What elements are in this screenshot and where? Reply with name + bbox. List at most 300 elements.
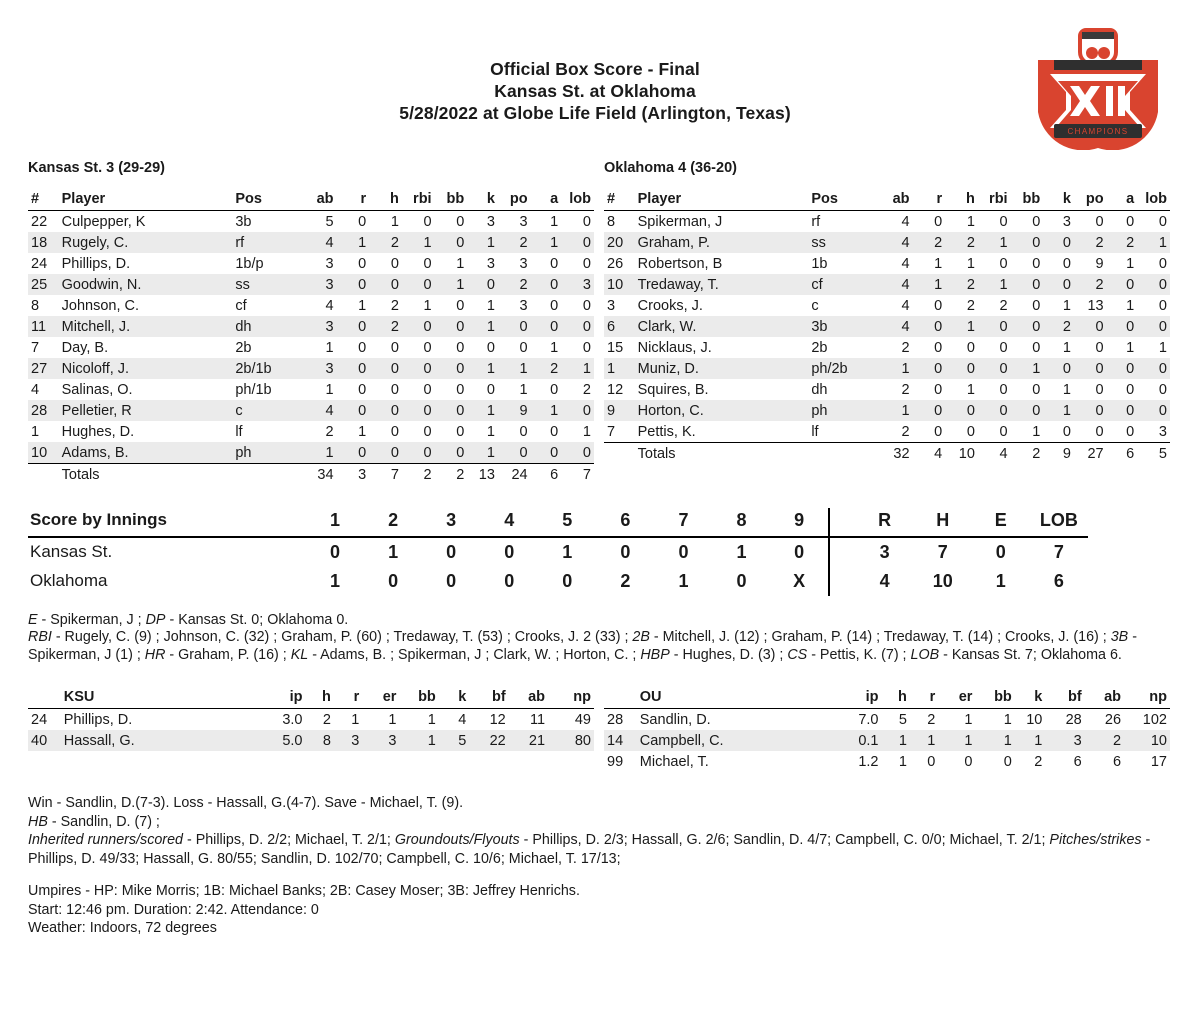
away-team-heading: Kansas St. 3 (29-29) <box>28 160 166 176</box>
cell-rbi: 0 <box>978 400 1011 421</box>
notes-stat-label: 2B <box>632 629 650 645</box>
cell-r: 2 <box>927 711 936 728</box>
table-header-row <box>28 190 594 211</box>
notes-stat-label: HR <box>144 646 166 663</box>
cell-a: 0 <box>1126 381 1135 398</box>
footer-stat-text: - Phillips, D. 2/2; Michael, T. 2/1; <box>182 832 395 848</box>
cell-rbi: 0 <box>402 358 435 379</box>
cell-np: 49 <box>574 711 591 728</box>
cell-player: Hughes, D. <box>61 423 135 440</box>
batting-section <box>0 160 1200 486</box>
cell-a: 0 <box>1107 400 1138 421</box>
cell-ab: 3 <box>302 274 337 295</box>
cell-po: 9 <box>1095 255 1104 272</box>
cell-ab: 6 <box>1112 753 1122 770</box>
home-pitching-table <box>604 688 1170 772</box>
cell-h: 0 <box>966 423 975 440</box>
cell-player: Nicklaus, J. <box>637 339 712 356</box>
cell-r: 0 <box>913 358 946 379</box>
notes-stat-label: LOB <box>910 646 940 663</box>
cell-pos: rf <box>811 213 821 230</box>
notes-stat-label: CS <box>787 646 808 663</box>
cell-a: 0 <box>1107 316 1138 337</box>
totals-row <box>604 443 1170 465</box>
cell-player: Pelletier, R <box>59 400 233 421</box>
cell-r: 0 <box>934 381 943 398</box>
cell-h: 2 <box>966 297 975 314</box>
cell-a: 1 <box>531 400 562 421</box>
col-header-bf: bf <box>469 688 508 709</box>
cell-lob: 0 <box>582 297 591 314</box>
linescore-team-name: Oklahoma <box>30 571 108 590</box>
linescore-table <box>28 508 1088 596</box>
cell-total-bb: 2 <box>1011 443 1044 465</box>
linescore-header-row <box>28 508 1088 537</box>
cell-pos: dh <box>232 316 301 337</box>
col-header-np: np <box>1124 688 1170 709</box>
cell-a: 0 <box>1107 358 1138 379</box>
cell-total-r: 3 <box>337 464 370 486</box>
cell-rbi: 0 <box>999 339 1008 356</box>
col-header-rbi: rbi <box>978 190 1011 211</box>
cell-h: 2 <box>322 711 331 728</box>
cell-player: Tredaway, T. <box>635 274 809 295</box>
col-header-number <box>28 688 61 709</box>
cell-lob: 3 <box>1158 423 1167 440</box>
table-row <box>28 709 594 731</box>
cell-rbi: 0 <box>402 400 435 421</box>
cell-k: 1 <box>467 400 498 421</box>
linescore-inning-header-3: 3 <box>422 508 480 537</box>
cell-k: 0 <box>1062 423 1071 440</box>
col-header-pos: Pos <box>808 190 877 211</box>
cell-number: 8 <box>607 213 616 230</box>
cell-bb: 0 <box>1011 232 1044 253</box>
page-header <box>0 0 1200 160</box>
cell-er: 3 <box>362 730 399 751</box>
linescore-inning-6: 0 <box>620 541 631 562</box>
misc-stats-paragraph <box>28 831 1172 868</box>
cell-number: 24 <box>31 255 48 272</box>
cell-pos: 3b <box>808 316 877 337</box>
linescore-inning-7: 0 <box>678 541 689 562</box>
weather-line: Weather: Indoors, 72 degrees <box>28 920 217 936</box>
col-header-er: er <box>938 688 975 709</box>
cell-pos: 2b <box>811 339 828 356</box>
cell-k: 1 <box>467 442 498 464</box>
cell-k: 3 <box>486 213 495 230</box>
col-header-a: a <box>531 190 562 211</box>
cell-total-h: 10 <box>945 443 978 465</box>
cell-ab: 3 <box>302 358 337 379</box>
cell-ab: 2 <box>1085 730 1124 751</box>
cell-po: 0 <box>1095 423 1104 440</box>
cell-player: Johnson, C. <box>61 297 140 314</box>
linescore-inning-header-4: 4 <box>480 508 538 537</box>
totals-row <box>28 464 594 486</box>
cell-h: 0 <box>369 274 402 295</box>
cell-rbi: 0 <box>402 274 435 295</box>
table-row <box>28 211 594 233</box>
cell-r: 0 <box>358 213 367 230</box>
col-header-k: k <box>1043 190 1074 211</box>
notes-stat-text: - Adams, B. ; Spikerman, J ; Clark, W. ; Horton, C. ; <box>308 646 641 663</box>
linescore-inning-header-5: 5 <box>538 508 596 537</box>
col-header-h: h <box>306 688 334 709</box>
cell-number: 18 <box>28 232 59 253</box>
cell-np: 102 <box>1142 711 1167 728</box>
linescore-inning-header-1: 1 <box>306 508 364 537</box>
cell-total-k: 9 <box>1043 443 1074 465</box>
linescore-hits: 7 <box>937 541 948 562</box>
cell-rbi: 0 <box>423 339 432 356</box>
table-row <box>604 379 1170 400</box>
cell-lob: 1 <box>582 423 591 440</box>
cell-ab: 3 <box>325 255 334 272</box>
cell-r: 0 <box>337 316 370 337</box>
decision-line: Win - Sandlin, D.(7-3). Loss - Hassall, G.(4-7). Save - Michael, T. (9). <box>28 795 464 811</box>
cell-po: 3 <box>519 297 528 314</box>
notes-e-label: E <box>28 611 38 628</box>
linescore-hits: 10 <box>932 570 953 591</box>
cell-lob: 0 <box>561 316 594 337</box>
cell-total-ab: 32 <box>878 443 913 465</box>
cell-po: 2 <box>498 232 531 253</box>
footer-stat-text: - Phillips, D. 49/33; Hassall, G. 80/55; Sandlin, D. 102/70; Campbell, C. 10/6; Michael, T. 17/13; <box>28 832 1151 867</box>
cell-player: Mitchell, J. <box>59 316 233 337</box>
notes-stat-label: KL <box>290 646 309 663</box>
cell-total-lob: 5 <box>1137 443 1170 465</box>
cell-lob: 0 <box>1137 316 1170 337</box>
cell-rbi: 0 <box>999 213 1008 230</box>
cell-ab: 4 <box>901 213 910 230</box>
col-header-ab: ab <box>509 688 548 709</box>
cell-lob: 0 <box>582 339 591 356</box>
col-header-lob: lob <box>561 190 594 211</box>
cell-a: 0 <box>1107 274 1138 295</box>
cell-bb: 0 <box>435 316 468 337</box>
linescore-inning-9: 0 <box>794 541 805 562</box>
cell-ip: 3.0 <box>282 711 303 728</box>
cell-player: Muniz, D. <box>635 358 809 379</box>
table-row <box>28 295 594 316</box>
cell-pos <box>232 464 301 486</box>
col-header-ip: ip <box>257 688 305 709</box>
col-header-ab: ab <box>302 190 337 211</box>
table-row <box>604 295 1170 316</box>
cell-ab: 4 <box>878 274 913 295</box>
pitching-section <box>0 664 1200 772</box>
cell-bb: 0 <box>435 232 468 253</box>
notes-stat-text: - Hughes, D. (3) ; <box>669 646 788 663</box>
umpires-line: Umpires - HP: Mike Morris; 1B: Michael Banks; 2B: Casey Moser; 3B: Jeffrey Henrichs. <box>28 883 580 899</box>
col-header-player: Player <box>59 190 233 211</box>
cell-k: 5 <box>439 730 470 751</box>
cell-pos: ph/2b <box>808 358 877 379</box>
cell-bb: 1 <box>1032 423 1041 440</box>
cell-rbi: 0 <box>423 255 432 272</box>
cell-bb: 0 <box>435 400 468 421</box>
footer-stat-text: - Phillips, D. 2/3; Hassall, G. 2/6; Sandlin, D. 4/7; Campbell, C. 0/0; Michael, T. 2/1; <box>519 832 1050 848</box>
linescore-inning-1: 1 <box>329 570 340 591</box>
cell-po: 0 <box>519 423 528 440</box>
cell-h: 2 <box>945 232 978 253</box>
col-header-h: h <box>945 190 978 211</box>
cell-ab: 4 <box>878 316 913 337</box>
cell-rbi: 1 <box>423 297 432 314</box>
cell-po: 0 <box>519 339 528 356</box>
cell-k: 1 <box>1062 339 1071 356</box>
cell-r: 0 <box>337 274 370 295</box>
cell-bb: 1 <box>1003 711 1012 728</box>
notes-paragraph <box>28 629 1162 664</box>
cell-total-rbi: 4 <box>978 443 1011 465</box>
col-header-lob: lob <box>1137 190 1170 211</box>
col-header-r: r <box>910 688 938 709</box>
cell-k: 2 <box>1043 316 1074 337</box>
table-row <box>28 274 594 295</box>
big12-championship-logo-icon <box>1024 26 1172 150</box>
col-header-po: po <box>498 190 531 211</box>
linescore-inning-2: 0 <box>388 570 399 591</box>
col-header-team: KSU <box>61 688 258 709</box>
linescore-inning-8: 0 <box>736 570 747 591</box>
svg-text:CHAMPIONS: CHAMPIONS <box>1067 127 1129 136</box>
cell-lob: 1 <box>561 358 594 379</box>
cell-k: 1 <box>467 316 498 337</box>
cell-total-bb: 2 <box>435 464 468 486</box>
cell-rbi: 0 <box>978 316 1011 337</box>
cell-ab: 1 <box>325 339 334 356</box>
footer-stat-label: Groundouts/Flyouts <box>394 832 520 848</box>
cell-k: 1 <box>1062 381 1071 398</box>
notes-stat-text: - Pettis, K. (7) ; <box>807 646 911 663</box>
col-header-r: r <box>337 190 370 211</box>
cell-pos: cf <box>808 274 877 295</box>
linescore-inning-6: 2 <box>620 570 631 591</box>
cell-k: 1 <box>467 232 498 253</box>
cell-bb: 1 <box>456 255 465 272</box>
cell-r: 0 <box>913 400 946 421</box>
cell-ab: 4 <box>878 232 913 253</box>
cell-total-a: 6 <box>531 464 562 486</box>
linescore-lob: 6 <box>1053 570 1064 591</box>
cell-er: 1 <box>938 730 975 751</box>
cell-pos: lf <box>235 423 243 440</box>
table-row <box>28 442 594 464</box>
cell-k: 1 <box>467 358 498 379</box>
linescore-inning-3: 0 <box>446 541 457 562</box>
cell-pos: ss <box>808 232 877 253</box>
cell-k: 0 <box>1043 274 1074 295</box>
table-row <box>604 232 1170 253</box>
cell-lob: 0 <box>1137 274 1170 295</box>
notes-stat-label: RBI <box>28 629 52 645</box>
cell-total-h: 7 <box>369 464 402 486</box>
notes-stat-label: HBP <box>640 646 670 663</box>
cell-a: 0 <box>550 423 559 440</box>
col-header-bf: bf <box>1045 688 1084 709</box>
cell-lob: 0 <box>561 232 594 253</box>
cell-bf: 22 <box>469 730 508 751</box>
cell-h: 0 <box>390 339 399 356</box>
cell-r: 1 <box>351 711 360 728</box>
cell-number: 4 <box>31 381 40 398</box>
cell-ab: 2 <box>901 381 910 398</box>
notes-stat-text: - Rugely, C. (9) ; Johnson, C. (32) ; Graham, P. (60) ; Tredaway, T. (53) ; Crooks, J. 2 (33) ; <box>51 629 633 645</box>
cell-rbi: 0 <box>978 358 1011 379</box>
cell-number: 22 <box>31 213 48 230</box>
cell-a: 0 <box>550 297 559 314</box>
linescore-divider <box>829 567 856 596</box>
cell-po: 0 <box>1095 213 1104 230</box>
cell-pitcher: Phillips, D. <box>63 711 133 728</box>
cell-rbi: 0 <box>402 442 435 464</box>
cell-total-lob: 7 <box>561 464 594 486</box>
cell-a: 0 <box>1126 213 1135 230</box>
linescore-inning-8: 1 <box>736 541 747 562</box>
table-row <box>604 253 1170 274</box>
cell-np: 17 <box>1150 753 1167 770</box>
notes-errors-dp-line <box>28 612 1162 630</box>
cell-player: Pettis, K. <box>637 423 696 440</box>
cell-po: 2 <box>1074 274 1107 295</box>
cell-number: 15 <box>607 339 624 356</box>
col-header-er: er <box>362 688 399 709</box>
table-row <box>604 709 1170 731</box>
linescore-inning-header-6: 6 <box>596 508 654 537</box>
cell-h: 2 <box>390 297 399 314</box>
linescore-inning-4: 0 <box>504 541 515 562</box>
linescore-title: Score by Innings <box>28 508 306 537</box>
cell-po: 0 <box>1095 339 1104 356</box>
notes-stat-text: - Spikerman, J (1) ; <box>28 629 1137 663</box>
home-batting-table <box>604 190 1170 465</box>
linescore-lob: 7 <box>1053 541 1064 562</box>
cell-r: 2 <box>913 232 946 253</box>
cell-pos: 3b <box>235 213 252 230</box>
table-row <box>604 316 1170 337</box>
linescore-divider <box>829 537 856 567</box>
cell-pos: ph <box>808 400 877 421</box>
cell-player: Rugely, C. <box>59 232 233 253</box>
cell-a: 1 <box>550 339 559 356</box>
cell-po: 0 <box>498 442 531 464</box>
cell-lob: 0 <box>561 400 594 421</box>
cell-ab: 2 <box>901 339 910 356</box>
cell-ab: 1 <box>325 381 334 398</box>
notes-stat-text: - Kansas St. 7; Oklahoma 6. <box>939 646 1122 663</box>
cell-lob: 0 <box>582 255 591 272</box>
cell-a: 0 <box>531 442 562 464</box>
cell-pos: ph/1b <box>235 381 272 398</box>
cell-pos: 1b <box>811 255 828 272</box>
linescore-inning-header-8: 8 <box>713 508 771 537</box>
hb-label: HB <box>28 813 48 830</box>
table-row <box>28 358 594 379</box>
cell-total-ab: 34 <box>302 464 337 486</box>
title-line-1: Official Box Score - Final <box>490 59 700 79</box>
cell-po: 0 <box>1074 316 1107 337</box>
cell-rbi: 1 <box>978 232 1011 253</box>
col-header-np: np <box>548 688 594 709</box>
linescore-total-header-r: R <box>856 508 914 537</box>
col-header-h: h <box>369 190 402 211</box>
away-pitching-body <box>28 709 594 752</box>
col-header-k: k <box>467 190 498 211</box>
cell-k: 3 <box>1062 213 1071 230</box>
cell-h: 1 <box>898 753 907 770</box>
cell-bb: 0 <box>456 297 465 314</box>
footer-stat-label: Inherited runners/scored <box>28 832 183 848</box>
table-row <box>604 358 1170 379</box>
table-row <box>28 730 594 751</box>
cell-rbi: 0 <box>423 213 432 230</box>
col-header-po: po <box>1074 190 1107 211</box>
cell-lob: 0 <box>1158 255 1167 272</box>
table-header-row <box>604 688 1170 709</box>
cell-r: 1 <box>913 274 946 295</box>
cell-ip: 5.0 <box>257 730 305 751</box>
cell-player: Day, B. <box>61 339 109 356</box>
col-header-bb: bb <box>435 190 468 211</box>
cell-er: 0 <box>964 753 973 770</box>
cell-ab: 4 <box>901 255 910 272</box>
linescore-row <box>28 537 1088 567</box>
cell-k: 3 <box>486 255 495 272</box>
cell-bb: 0 <box>1003 753 1012 770</box>
cell-number: 7 <box>607 423 616 440</box>
cell-ip: 1.2 <box>858 753 879 770</box>
cell-pos: 2b <box>235 339 252 356</box>
cell-ab: 11 <box>529 711 546 728</box>
table-row <box>604 211 1170 233</box>
cell-bb: 1 <box>427 711 436 728</box>
cell-player: Phillips, D. <box>61 255 131 272</box>
table-row <box>604 421 1170 443</box>
cell-bb: 1 <box>1011 358 1044 379</box>
cell-total-po: 24 <box>498 464 531 486</box>
cell-bb: 0 <box>1011 274 1044 295</box>
cell-number <box>28 464 59 486</box>
cell-bb: 0 <box>435 358 468 379</box>
cell-bb: 0 <box>456 381 465 398</box>
cell-h: 1 <box>390 213 399 230</box>
cell-totals-label: Totals <box>635 443 809 465</box>
cell-r: 1 <box>934 255 943 272</box>
cell-po: 3 <box>519 213 528 230</box>
cell-r: 1 <box>358 423 367 440</box>
cell-bf: 3 <box>1045 730 1084 751</box>
cell-k: 0 <box>486 381 495 398</box>
notes-stat-label: 3B <box>1110 629 1129 645</box>
cell-k: 0 <box>1062 255 1071 272</box>
cell-rbi: 1 <box>978 274 1011 295</box>
game-notes <box>0 596 1190 665</box>
cell-k: 0 <box>467 274 498 295</box>
cell-number: 11 <box>28 316 59 337</box>
cell-bb: 1 <box>399 730 438 751</box>
cell-h: 2 <box>369 316 402 337</box>
col-header-pos: Pos <box>232 190 301 211</box>
table-row <box>28 421 594 442</box>
cell-po: 0 <box>1095 381 1104 398</box>
cell-r: 0 <box>358 255 367 272</box>
linescore-inning-1: 0 <box>329 541 340 562</box>
away-batting-table <box>28 190 594 486</box>
cell-lob: 0 <box>1137 400 1170 421</box>
linescore-section <box>0 486 1200 596</box>
